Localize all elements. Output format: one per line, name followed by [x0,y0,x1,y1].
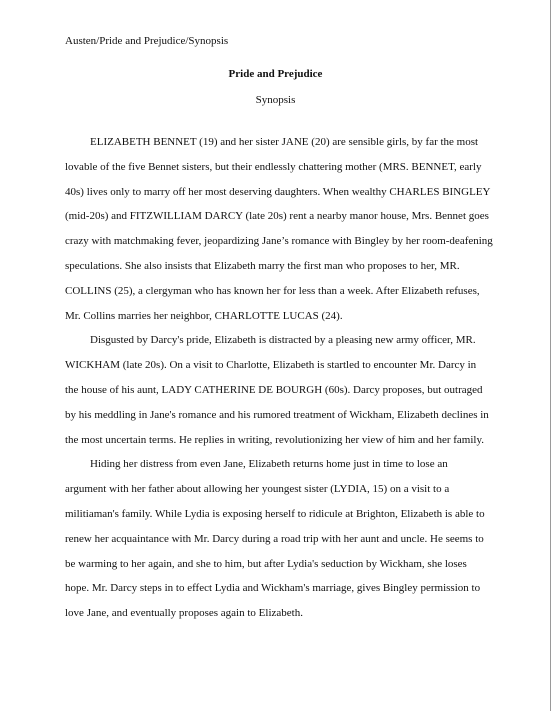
paragraph-2-line-3: the house of his aunt, LADY CATHERINE DE BOURGH (60s). Darcy proposes, but outraged [65,383,483,396]
paragraph-2-line-4: by his meddling in Jane's romance and his rumored treatment of Wickham, Elizabeth declines in [65,408,489,421]
paragraph-3-line-5: be warming to her again, and she to him, but after Lydia's seduction by Wickham, she loses [65,557,467,570]
paragraph-1-line-7: COLLINS (25), a clergyman who has known her for less than a week. After Elizabeth refuses, [65,284,480,297]
paragraph-3-line-3: militiaman's family. While Lydia is exposing herself to ridicule at Brighton, Elizabeth is able to [65,507,485,520]
paragraph-3-line-7: love Jane, and eventually proposes again to Elizabeth. [65,607,303,620]
paragraph-1-line-1: ELIZABETH BENNET (19) and her sister JANE (20) are sensible girls, by far the most [90,136,479,148]
running-head: Austen/Pride and Prejudice/Synopsis [65,35,229,47]
paragraph-1-line-3: 40s) lives only to marry off her most deserving daughters. When wealthy CHARLES BINGLEY [65,185,491,198]
paragraph-1-line-2: lovable of the five Bennet sisters, but their endlessly chattering mother (MRS. BENNET, early [65,160,482,173]
paragraph-2-line-1: Disgusted by Darcy's pride, Elizabeth is distracted by a pleasing new army officer, MR. [90,334,476,347]
synopsis-body [65,135,493,631]
paragraph-3-line-4: renew her acquaintance with Mr. Darcy during a road trip with her aunt and uncle. He seems to [65,532,484,545]
paragraph-1-line-6: speculations. She also insists that Elizabeth marry the first man who proposes to her, MR. [65,259,460,272]
document-title: Pride and Prejudice [228,68,323,80]
paragraph-1-line-4: (mid-20s) and FITZWILLIAM DARCY (late 20s) rent a nearby manor house, Mrs. Bennet goes [65,210,489,223]
paragraph-1-line-8: Mr. Collins marries her neighbor, CHARLOTTE LUCAS (24). [65,309,343,322]
paragraph-3-line-2: argument with her father about allowing her youngest sister (LYDIA, 15) on a visit to a [65,483,450,496]
paragraph-1-line-5: crazy with matchmaking fever, jeopardizing Jane’s romance with Bingley by her room-deafening [65,235,493,248]
paragraph-3-line-6: hope. Mr. Darcy steps in to effect Lydia and Wickham's marriage, gives Bingley permission to [65,582,481,595]
paragraph-2-line-2: WICKHAM (late 20s). On a visit to Charlotte, Elizabeth is startled to encounter Mr. Darcy in [65,359,477,372]
document-subtitle: Synopsis [255,94,296,106]
paragraph-3-line-1: Hiding her distress from even Jane, Elizabeth returns home just in time to lose an [90,458,448,471]
paragraph-2-line-5: the most uncertain terms. He replies in writing, revolutionizing her view of him and her family. [65,433,485,446]
